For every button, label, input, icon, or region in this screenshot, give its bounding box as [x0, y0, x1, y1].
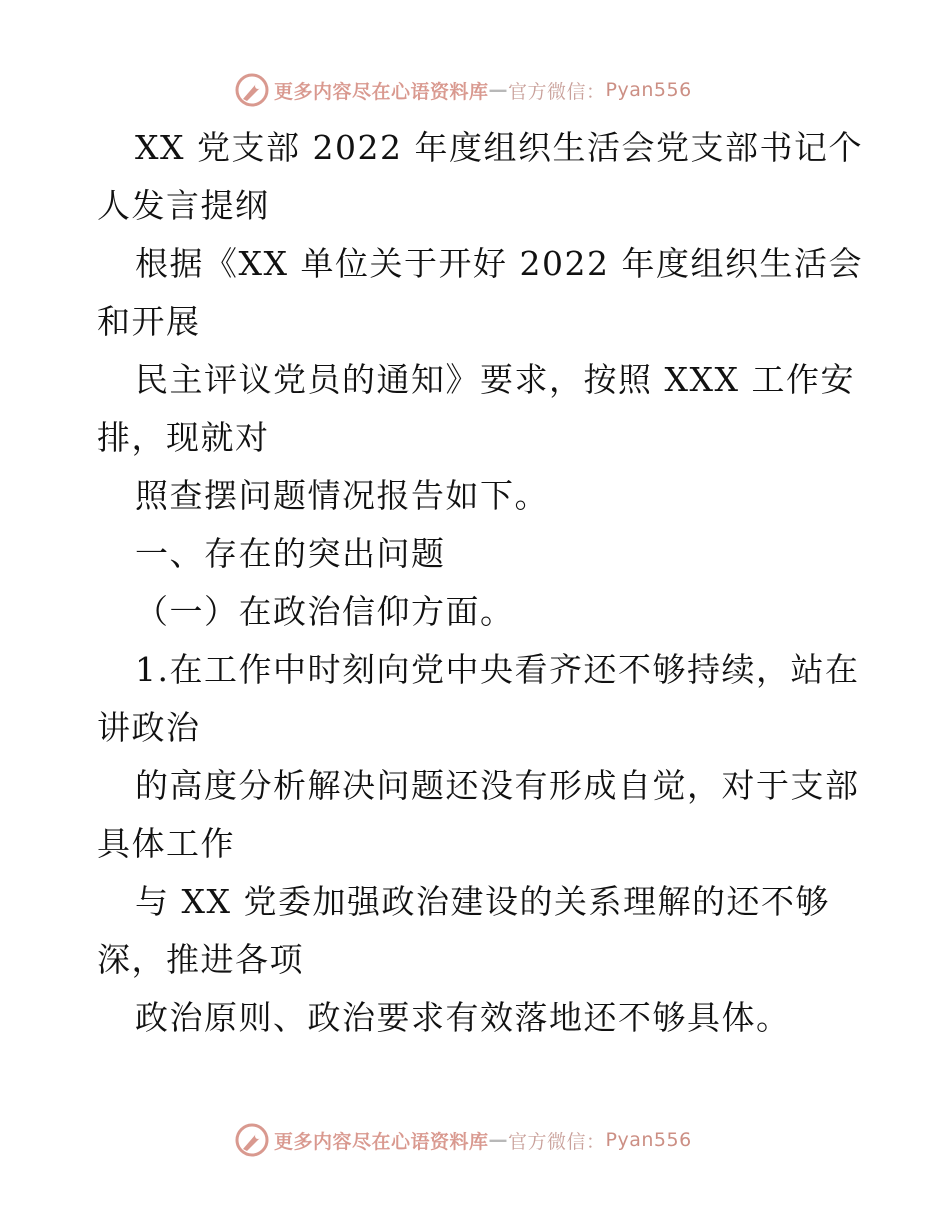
paragraph-line: 民主评议党员的通知》要求，按照 XXX 工作安	[135, 360, 855, 399]
paragraph-line: 与 XX 党委加强政治建设的关系理解的还不够	[135, 882, 830, 921]
paragraph-line: 和开展	[97, 302, 201, 341]
pen-nib-logo-icon	[234, 72, 270, 108]
paragraph-line: 根据《XX 单位关于开好 2022 年度组织生活会	[135, 244, 863, 283]
document-title-line-1: XX 党支部 2022 年度组织生活会党支部书记个	[135, 128, 863, 167]
watermark-dash: —	[488, 1129, 509, 1151]
watermark-account: Pyan556	[605, 1129, 692, 1151]
watermark-header	[234, 72, 692, 108]
paragraph-line: 照查摆问题情况报告如下。	[135, 476, 549, 515]
watermark-label: 官方微信：	[508, 1130, 606, 1153]
paragraph-line: 讲政治	[97, 708, 201, 747]
subsection-heading: （一）在政治信仰方面。	[135, 592, 515, 631]
section-heading: 一、存在的突出问题	[135, 534, 446, 573]
paragraph-line: 政治原则、政治要求有效落地还不够具体。	[135, 998, 791, 1037]
paragraph-line: 深，推进各项	[97, 940, 304, 979]
watermark-site-text: 更多内容尽在心语资料库	[274, 1130, 489, 1153]
document-title-line-2: 人发言提纲	[97, 186, 270, 225]
paragraph-line: 1.在工作中时刻向党中央看齐还不够持续，站在	[135, 650, 860, 689]
watermark-footer	[234, 1122, 692, 1158]
paragraph-line: 排，现就对	[97, 418, 270, 457]
watermark-dash: —	[488, 79, 509, 101]
pen-nib-logo-icon	[234, 1122, 270, 1158]
watermark-account: Pyan556	[605, 79, 692, 101]
watermark-label: 官方微信：	[508, 80, 606, 103]
watermark-site-text: 更多内容尽在心语资料库	[274, 80, 489, 103]
paragraph-line: 的高度分析解决问题还没有形成自觉，对于支部	[135, 766, 860, 805]
paragraph-line: 具体工作	[97, 824, 235, 863]
